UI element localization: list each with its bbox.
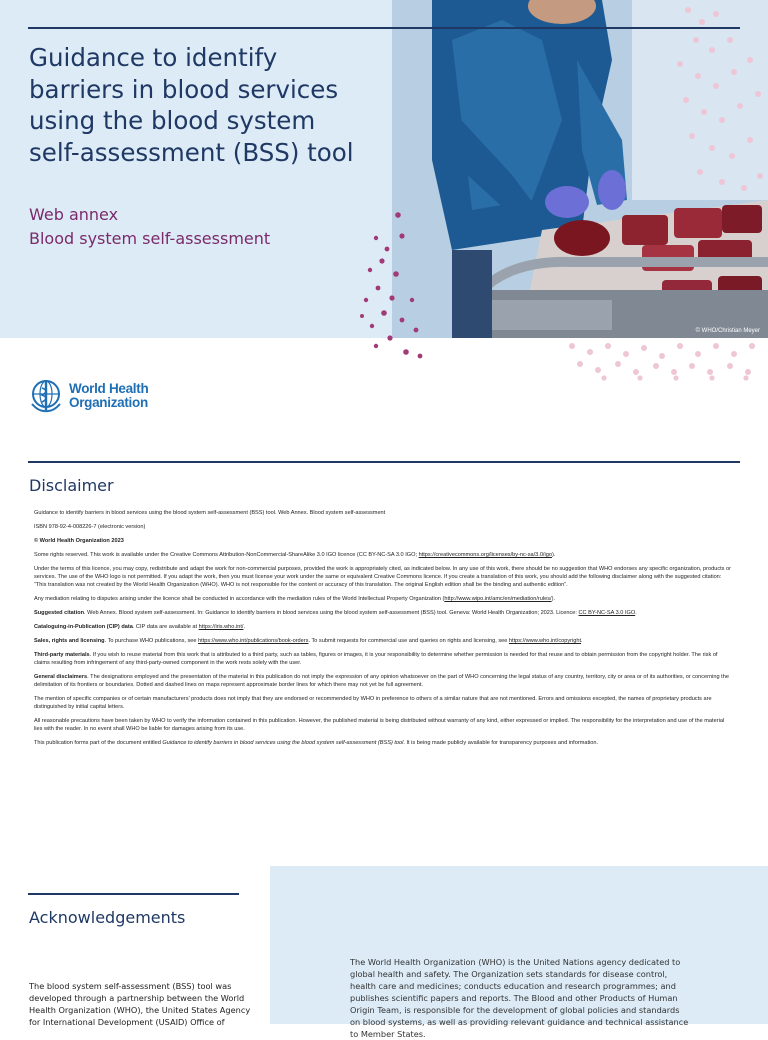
part-end: . It is being made publicly available for transparency purposes and information.: [403, 740, 599, 746]
document-title: Guidance to identify barriers in blood services using the blood system self-assessment (BSS) tool: [29, 43, 354, 167]
citation-label: Suggested citation: [34, 610, 85, 616]
cip-text: . CIP data are available at: [132, 624, 199, 630]
disclaimer-part-of: [34, 739, 734, 747]
rights-text: Some rights reserved. This work is available under the Creative Commons Attribution-NonCommercial-ShareAlike 3.0 IGO licence (CC BY-NC-SA 3.0 IGO;: [34, 552, 419, 558]
who-wordmark: [69, 382, 148, 410]
cip-link[interactable]: https://iris.who.int/: [198, 624, 244, 630]
copyright-text: © World Health Organization 2023: [34, 538, 124, 544]
disclaimer-licence-terms: Under the terms of this licence, you may copy, redistribute and adapt the work for non-commercial purposes, provided the work is appropriately cited, as indicated below. In any use of this work, there should be no suggestion that WHO endorses any specific organization, products or services. The use of the WHO logo is not permitted. If you adapt the work, then you must license your work under the same or equivalent Creative Commons licence. If you create a translation of this work, you should add the following disclaimer along with the suggested citation: “This translation was not created by the World Health Organization (WHO). WHO is not responsible for the content or accuracy of this translation. The original English edition shall be the binding and authentic edition”.: [34, 566, 731, 588]
licence-link[interactable]: https://creativecommons.org/licenses/by-nc-sa/3.0/igo: [418, 552, 552, 558]
sales-end: .: [581, 638, 583, 644]
photo-credit: © WHO/Christian Meyer: [695, 328, 760, 334]
general-text: . The designations employed and the presentation of the material in this publication do not imply the expression of any opinion whatsoever on the part of WHO concerning the legal status of any country, territory, city or area or of its authorities, or concerning the delimitation of its frontiers or boundaries. Dotted and dashed lines on maps represent approximate border lines for which there may not yet be full agreement.: [34, 674, 729, 688]
disclaimer-sales: [34, 637, 734, 645]
disclaimer-copyright: [34, 537, 734, 545]
general-label: General disclaimers: [34, 674, 88, 680]
copyright-link[interactable]: https://www.who.int/copyright: [508, 638, 582, 644]
who-wordmark-line-1: World Health: [69, 381, 149, 396]
disclaimer-cip: [34, 623, 734, 631]
who-logo: [29, 378, 148, 414]
disclaimer-rule: [28, 461, 740, 463]
disclaimer-precautions: All reasonable precautions have been taken by WHO to verify the information contained in this publication. However, the published material is being distributed without warranty of any kind, either expressed or implied. The responsibility for the interpretation and use of the material lies with the reader. In no event shall WHO be liable for damages arising from its use.: [34, 718, 725, 732]
disclaimer-mediation: [34, 595, 734, 603]
who-wordmark-line-2: Organization: [69, 395, 148, 410]
disclaimer-body: [34, 509, 734, 753]
disclaimer-heading: Disclaimer: [29, 476, 114, 495]
disclaimer-isbn: ISBN 978-92-4-008226-7 (electronic version): [34, 524, 146, 530]
sales-label: Sales, rights and licensing: [34, 638, 105, 644]
disclaimer-third-party: [34, 651, 734, 667]
sales-mid: . To submit requests for commercial use and queries on rights and licensing, see: [308, 638, 509, 644]
part-text: This publication forms part of the document entitled: [34, 740, 163, 746]
sales-text: . To purchase WHO publications, see: [104, 638, 199, 644]
mediation-link[interactable]: http://www.wipo.int/amc/en/mediation/rules/: [444, 596, 552, 602]
mediation-end: ).: [551, 596, 556, 602]
rights-end: ).: [551, 552, 556, 558]
citation-licence-link[interactable]: CC BY-NC-SA 3.0 IGO: [578, 610, 636, 616]
disclaimer-citation: [34, 609, 734, 617]
disclaimer-document-name: Guidance to identify barriers in blood services using the blood system self-assessment (BSS) tool. Web Annex. Blood system self-assessment: [34, 510, 386, 516]
citation-text: . Web Annex. Blood system self-assessment. In: Guidance to identify barriers in blood services using the blood system self-assessment (BSS) tool. Geneva: World Health Organization; 2023. Licence:: [84, 610, 579, 616]
document-subtitle: [29, 203, 270, 251]
disclaimer-rights: [34, 551, 734, 559]
disclaimer-companies: The mention of specific companies or of certain manufacturers’ products does not imply that they are endorsed or recommended by WHO in preference to others of a similar nature that are not mentioned. Errors and omissions excepted, the names of proprietary products are distinguished by initial capital letters.: [34, 696, 712, 710]
part-title: Guidance to identify barriers in blood services using the blood system self-assessment (BSS) tool: [162, 740, 404, 746]
disclaimer-general: [34, 673, 734, 689]
who-emblem-icon: [29, 378, 63, 414]
acknowledgements-text: The blood system self-assessment (BSS) tool was developed through a partnership between the World Health Organization (WHO), the United States Agency for International Development (USAID) Office of: [29, 981, 251, 1027]
acknowledgements-rule: [28, 893, 239, 895]
who-info-text: The World Health Organization (WHO) is the United Nations agency dedicated to global health and safety. The Organization sets standards for disease control, health care and medicines; conducts education and research programmes; and publishes scientific papers and reports. The Blood and other Products of Human Origin Team, is responsible for the development of global policies and standards on blood systems, as well as providing relevant guidance and technical assistance to Member States.: [350, 957, 689, 1039]
cip-label: Cataloguing-in-Publication (CIP) data: [34, 624, 133, 630]
decorative-dot-pattern: [340, 0, 768, 380]
mediation-text: Any mediation relating to disputes arising under the licence shall be conducted in accordance with the mediation rules of the World Intellectual Property Organization (: [34, 596, 445, 602]
book-orders-link[interactable]: https://www.who.int/publications/book-orders: [198, 638, 309, 644]
third-party-text: . If you wish to reuse material from this work that is attributed to a third party, such as tables, figures or images, it is your responsibility to determine whether permission is needed for that reuse and to obtain permission from the copyright holder. The risk of claims resulting from infringement of any third-party-owned component in the work rests solely with the user.: [34, 652, 718, 666]
subtitle-annex-name: Blood system self-assessment: [29, 229, 271, 248]
citation-end: .: [635, 610, 637, 616]
acknowledgements-heading: Acknowledgements: [29, 908, 186, 927]
third-party-label: Third-party materials: [34, 652, 90, 658]
cip-end: .: [243, 624, 245, 630]
subtitle-web-annex: Web annex: [29, 205, 119, 224]
